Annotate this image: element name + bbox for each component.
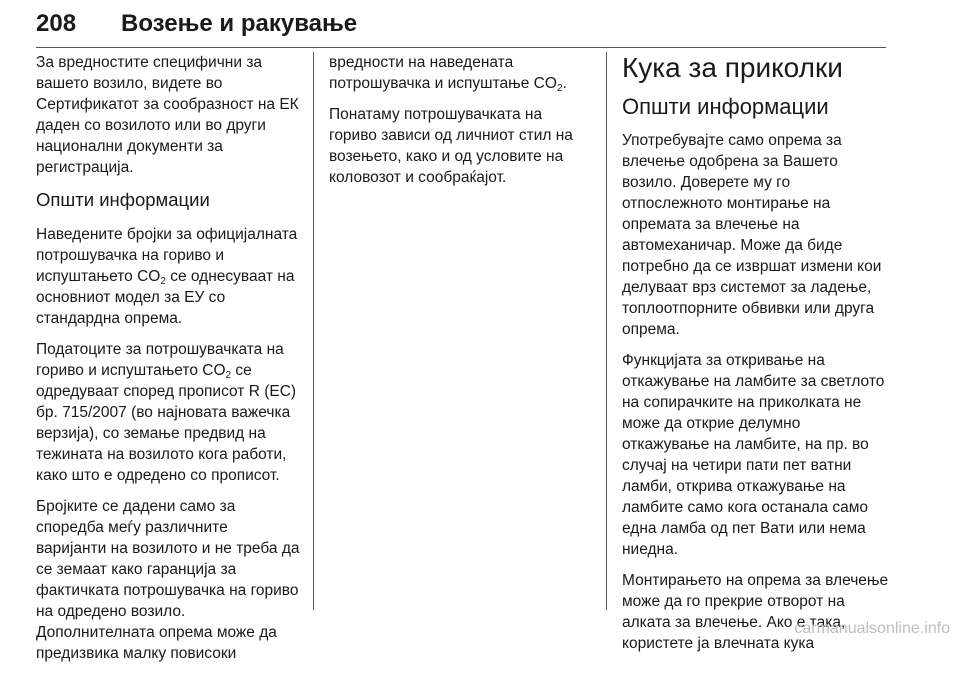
page-header [36,8,886,44]
column-2 [329,52,591,198]
column-divider-1 [313,52,314,610]
subheading-general-info: Општи информации [622,94,829,119]
paragraph: вредности на наведената потрошувачка и испуштање $CO_2$. [329,54,567,94]
header-divider [36,47,886,48]
column-divider-2 [606,52,607,610]
paragraph: За вредностите специфични за вашето возило, видете во Сертификатот за сообразност на ЕК даден со возилото или во други национални документи за регистрација. [36,54,299,176]
paragraph: Бројките се дадени само за споредба меѓу различните варијанти на возилото и не треба да се земаат како гаранција за фактичката потрошувачка на гориво на одредено возило. Дополнителната опрема може да предизвика малку повисоки [36,498,300,662]
subheading-general-info: Општи информации [36,189,210,210]
column-1 [36,52,302,674]
page-number: 208 [36,10,77,37]
heading-trailer-hitch: Кука за приколки [622,52,843,83]
section-title: Возење и ракување [121,10,358,37]
watermark: carmanualsonline.info [794,620,950,637]
paragraph: Наведените бројки за официјалната потрошувачка на гориво и испуштањето $CO_2$ се однесуваат на основниот модел за ЕУ со стандардна опрема. [36,226,298,327]
paragraph: Податоците за потрошувачката на гориво и испуштањето $CO_2$ се одредуваат според прописот R (EC) бр. 715/2007 (во најновата важечка верзија), со земање предвид на тежината на возилото кога работи, како што е одредено со прописот. [36,341,297,484]
paragraph: Употребувајте само опрема за влечење одобрена за Вашето возило. Доверете му го отпослежното монтирање на опремата за влечење на автомеханичар. Може да биде потребно да се извршат измени кои делуваат врз системот за ладење, топлоотпорните обвивки или друга опрема. [622,132,882,338]
paragraph: Монтирањето на опрема за влечење може да го прекрие отворот на алката за влечење. Ако е така, користете ја влечната кука [622,572,889,652]
paragraph: Функцијата за откривање на откажување на ламбите за светлото на сопирачките на приколката не може да открие делумно откажување на ламбите, на пр. во случај на четири пати пет ватни ламби, открива откажување на ламбите само кога останала само една ламба од пет Вати или нема ниедна. [622,352,885,558]
paragraph: Понатаму потрошувачката на гориво зависи од личниот стил на возењето, како и од условите на коловозот и сообраќајот. [329,106,573,186]
column-3 [622,52,890,664]
